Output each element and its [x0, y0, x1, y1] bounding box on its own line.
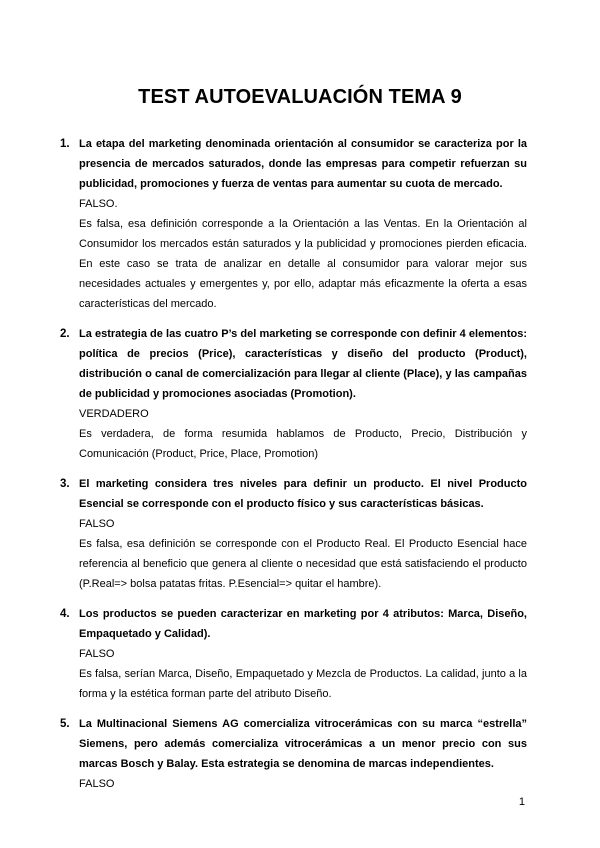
question-body	[79, 604, 527, 704]
question-explanation: Es falsa, esa definición se corresponde con el Producto Real. El Producto Esencial hace referencia al beneficio que genera al cliente o necesidad que está satisfaciendo el producto (P.Real=> bolsa patatas fritas. P.Esencial=> quitar el hambre).	[79, 538, 527, 590]
question-number: 4.	[60, 608, 70, 620]
question-answer: FALSO.	[79, 198, 118, 210]
question-item-5	[0, 714, 600, 794]
question-number: 2.	[60, 328, 70, 340]
question-item-4	[0, 604, 600, 704]
question-number: 1.	[60, 138, 70, 150]
question-list	[0, 134, 600, 804]
question-item-3	[0, 474, 600, 594]
question-statement: La estrategia de las cuatro P’s del marketing se corresponde con definir 4 elementos: política de precios (Price), características y diseño del producto (Product), distribución o canal de comercialización para llegar al cliente (Place), y las campañas de publicidad y promociones asociadas (Promotion).	[79, 328, 527, 400]
question-answer: FALSO	[79, 778, 115, 790]
question-explanation: Es falsa, esa definición corresponde a la Orientación a las Ventas. En la Orientación al Consumidor los mercados están saturados y la publicidad y promociones pierden eficacia. En este caso se trata de analizar en detalle al consumidor para valorar mejor sus necesidades actuales y emergentes y, por ello, adaptar más eficazmente la oferta a esas características del mercado.	[79, 218, 527, 310]
question-explanation: Es falsa, serían Marca, Diseño, Empaquetado y Mezcla de Productos. La calidad, junto a la forma y la estética forman parte del atributo Diseño.	[79, 668, 527, 700]
page-title: TEST AUTOEVALUACIÓN TEMA 9	[138, 86, 462, 108]
page-number: 1	[518, 796, 525, 808]
question-body	[79, 324, 527, 464]
question-item-1	[0, 134, 600, 314]
question-answer: FALSO	[79, 518, 115, 530]
question-explanation: Es verdadera, de forma resumida hablamos de Producto, Precio, Distribución y Comunicación (Product, Price, Place, Promotion)	[79, 428, 527, 460]
question-answer: VERDADERO	[79, 408, 149, 420]
question-number: 3.	[60, 478, 70, 490]
question-body	[79, 474, 527, 594]
question-body	[79, 134, 527, 314]
question-statement: El marketing considera tres niveles para definir un producto. El nivel Producto Esencial se corresponde con el producto físico y sus características básicas.	[79, 478, 527, 510]
question-statement: La etapa del marketing denominada orientación al consumidor se caracteriza por la presencia de mercados saturados, donde las empresas para competir refuerzan su publicidad, promociones y fuerza de ventas para aumentar su cuota de mercado.	[79, 138, 527, 190]
question-item-2	[0, 324, 600, 464]
question-body	[79, 714, 527, 794]
question-answer: FALSO	[79, 648, 115, 660]
question-statement: La Multinacional Siemens AG comercializa vitrocerámicas con su marca “estrella” Siemens, pero además comercializa vitrocerámicas a un menor precio con sus marcas Bosch y Balay. Esta estrategia se denomina de marcas independientes.	[79, 718, 527, 770]
question-statement: Los productos se pueden caracterizar en marketing por 4 atributos: Marca, Diseño, Empaquetado y Calidad).	[79, 608, 527, 640]
question-number: 5.	[60, 718, 70, 730]
